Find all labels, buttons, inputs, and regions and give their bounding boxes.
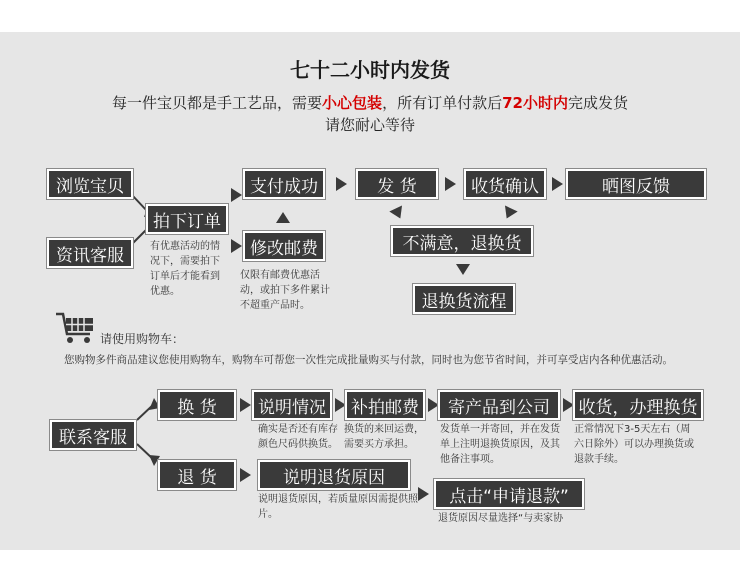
- order-box: [146, 204, 228, 234]
- send-box: [438, 390, 560, 420]
- arrow-order-to-pay: [231, 188, 242, 202]
- done-note: 正常情况下3-5天左右（周六日除外）可以办理换货或退款手续。: [574, 424, 694, 465]
- reason-note: 说明退货原因，若质量原因需提供照片。: [258, 494, 418, 520]
- send-label: 寄产品到公司: [448, 397, 550, 418]
- repay-note: 换货的来回运费，需要买方承担。: [344, 424, 424, 450]
- done-label: 收货，办理换货: [578, 397, 698, 418]
- modify-box: [243, 231, 325, 261]
- return-flow-box: [413, 284, 515, 314]
- patience-notice: 请您耐心等待: [324, 116, 415, 134]
- modify-label: 修改邮费: [250, 238, 318, 259]
- repay-label: 补拍邮费: [351, 397, 419, 418]
- review-box: [566, 169, 706, 199]
- pay-label: 支付成功: [250, 176, 318, 197]
- reason-label: 说明退货原因: [283, 467, 385, 488]
- cart-icon-graphic: [54, 310, 98, 346]
- refund-label: 退 货: [177, 467, 217, 488]
- unhappy-label: 不满意，退换货: [402, 233, 522, 254]
- return-flow-label: 退换货流程: [421, 291, 507, 312]
- contact-label: 联系客服: [59, 427, 127, 448]
- modify-note: 仅限有邮费优惠活动，或拍下多件累计不超重产品时。: [240, 270, 330, 311]
- arrow-refund-to-reason: [240, 468, 251, 482]
- notice-text-1: 每一件宝贝都是手工艺品，需要: [112, 94, 323, 112]
- page-title: 七十二小时内发货: [290, 58, 450, 82]
- contact-box: [50, 420, 136, 450]
- arrow-pay-to-ship: [336, 177, 347, 191]
- arrow-reason-to-apply: [418, 487, 429, 501]
- review-label: 晒图反馈: [602, 176, 670, 197]
- refund-box: [158, 460, 236, 490]
- receive-box: [464, 169, 546, 199]
- notice-text-3: 完成发货: [567, 94, 628, 112]
- explain-note: 确实是否还有库存颜色尺码供换货。: [258, 424, 338, 450]
- unhappy-box: [391, 226, 533, 256]
- browse-label: 浏览宝贝: [56, 176, 124, 197]
- explain-label: 说明情况: [258, 397, 326, 418]
- reason-box: [258, 460, 410, 490]
- repay-box: [345, 390, 425, 420]
- arrow-receive-to-review: [552, 177, 563, 191]
- exchange-box: [158, 390, 236, 420]
- arrow-unhappy-to-return: [456, 264, 470, 275]
- send-note: 发货单一并寄回，并在发货单上注明退换货原因，及其他备注事项。: [440, 424, 560, 465]
- arrow-modify-to-pay: [276, 212, 290, 223]
- notice-text-2: ，所有订单付款后: [382, 94, 503, 112]
- done-box: [573, 390, 703, 420]
- receive-label: 收货确认: [471, 176, 539, 197]
- apply-label: 点击“申请退款”: [449, 486, 569, 507]
- exchange-label: 换 货: [177, 397, 217, 418]
- ship-box: [356, 169, 438, 199]
- arrow-exchange-to-explain: [240, 398, 251, 412]
- pay-box: [243, 169, 325, 199]
- notice-highlight-careful: 小心包装: [322, 94, 383, 112]
- ship-label: 发 货: [377, 176, 417, 197]
- arrow-order-to-modify: [231, 239, 242, 253]
- apply-note: 退货原因尽量选择“与卖家协: [438, 513, 564, 524]
- explain-box: [252, 390, 332, 420]
- browse-box: [47, 169, 133, 199]
- notice-highlight-72h: 72小时内: [502, 94, 568, 112]
- order-note: 有优惠活动的情况下，需要拍下订单后才能看到优惠。: [150, 241, 220, 297]
- cart-icon: [54, 310, 98, 350]
- consult-box: [47, 238, 133, 268]
- arrow-ship-to-receive: [445, 177, 456, 191]
- apply-box: [434, 479, 584, 509]
- cart-label: 请使用购物车：: [100, 332, 185, 346]
- cart-description: 您购物多件商品建议您使用购物车，购物车可帮您一次性完成批量购买与付款，同时也为您节省时间，并可享受店内各种优惠活动。: [64, 354, 673, 366]
- order-label: 拍下订单: [153, 211, 221, 232]
- consult-label: 资讯客服: [56, 245, 124, 266]
